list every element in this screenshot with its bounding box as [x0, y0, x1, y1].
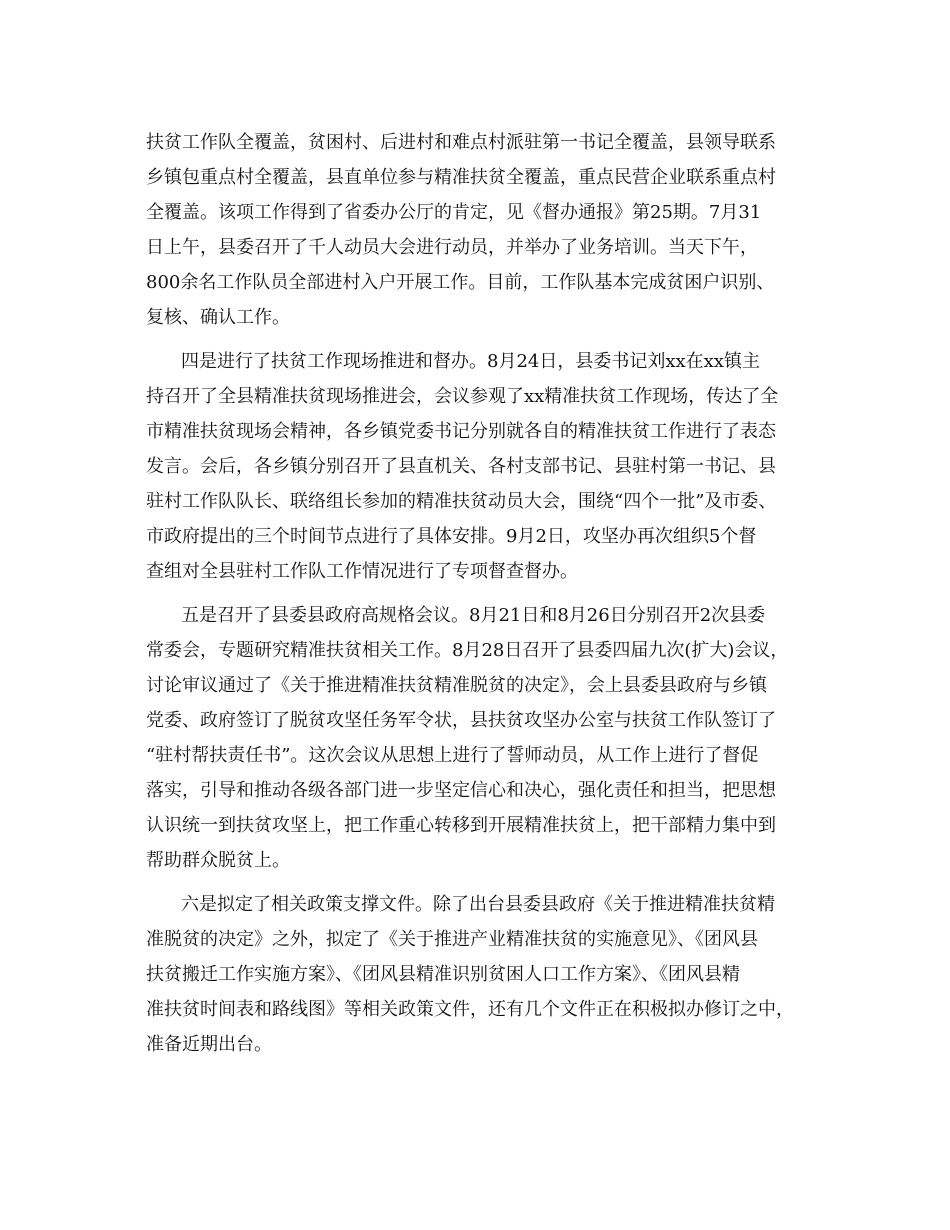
text-line: 落实，引导和推动各级各部门进一步坚定信心和决心，强化责任和担当，把思想: [146, 780, 776, 801]
text-line: 日上午，县委召开了千人动员大会进行动员，并举办了业务培训。当天下午，: [146, 237, 758, 258]
text-line: 认识统一到扶贫攻坚上，把工作重心转移到开展精准扶贫上，把干部精力集中到: [146, 815, 776, 836]
text-line: 准脱贫的决定》之外，拟定了《关于推进产业精准扶贫的实施意见》、《团风县: [146, 929, 758, 950]
text-line: 持召开了全县精准扶贫现场推进会，会议参观了xx精准扶贫工作现场，传达了全: [146, 386, 779, 407]
text-line: 帮助群众脱贫上。: [146, 850, 290, 871]
paragraph-6-first-line: 六是拟定了相关政策支撑文件。除了出台县委县政府《关于推进精准扶贫精: [181, 894, 775, 915]
text-line: 市政府提出的三个时间节点进行了具体安排。9月2日，攻坚办再次组织5个督: [146, 526, 757, 547]
text-line: 800余名工作队员全部进村入户开展工作。目前，工作队基本完成贫困户识别、: [146, 272, 775, 293]
text-line: 讨论审议通过了《关于推进精准扶贫精准脱贫的决定》，会上县委县政府与乡镇: [146, 675, 767, 696]
paragraph-4-first-line: 四是进行了扶贫工作现场推进和督办。8月24日，县委书记刘xx在xx镇主: [181, 351, 760, 372]
text-line: 复核、确认工作。: [146, 307, 290, 328]
text-line: 党委、政府签订了脱贫攻坚任务军令状，县扶贫攻坚办公室与扶贫工作队签订了: [146, 710, 776, 731]
text-line: 发言。会后，各乡镇分别召开了县直机关、各村支部书记、县驻村第一书记、县: [146, 456, 776, 477]
text-line: “驻村帮扶责任书”。这次会议从思想上进行了誓师动员，从工作上进行了督促: [146, 745, 759, 766]
text-line: 扶贫搬迁工作实施方案》、《团风县精准识别贫困人口工作方案》、《团风县精: [146, 964, 740, 985]
text-line: 准扶贫时间表和路线图》等相关政策文件，还有几个文件正在积极拟办修订之中，: [146, 999, 794, 1020]
text-line: 查组对全县驻村工作队工作情况进行了专项督查督办。: [146, 561, 578, 582]
text-line: 驻村工作队队长、联络组长参加的精准扶贫动员大会，围绕“四个一批”及市委、: [146, 491, 777, 512]
text-line: 扶贫工作队全覆盖，贫困村、后进村和难点村派驻第一书记全覆盖，县领导联系: [146, 132, 776, 153]
text-line: 准备近期出台。: [146, 1034, 272, 1055]
text-line: 全覆盖。该项工作得到了省委办公厅的肯定，见《督办通报》第25期。7月31: [146, 202, 762, 223]
paragraph-5-first-line: 五是召开了县委县政府高规格会议。8月21日和8月26日分别召开2次县委: [181, 605, 766, 626]
text-line: 市精准扶贫现场会精神，各乡镇党委书记分别就各自的精准扶贫工作进行了表态: [146, 421, 776, 442]
text-line: 常委会，专题研究精准扶贫相关工作。8月28日召开了县委四届九次(扩大)会议，: [146, 640, 789, 661]
text-line: 乡镇包重点村全覆盖，县直单位参与精准扶贫全覆盖，重点民营企业联系重点村: [146, 167, 776, 188]
